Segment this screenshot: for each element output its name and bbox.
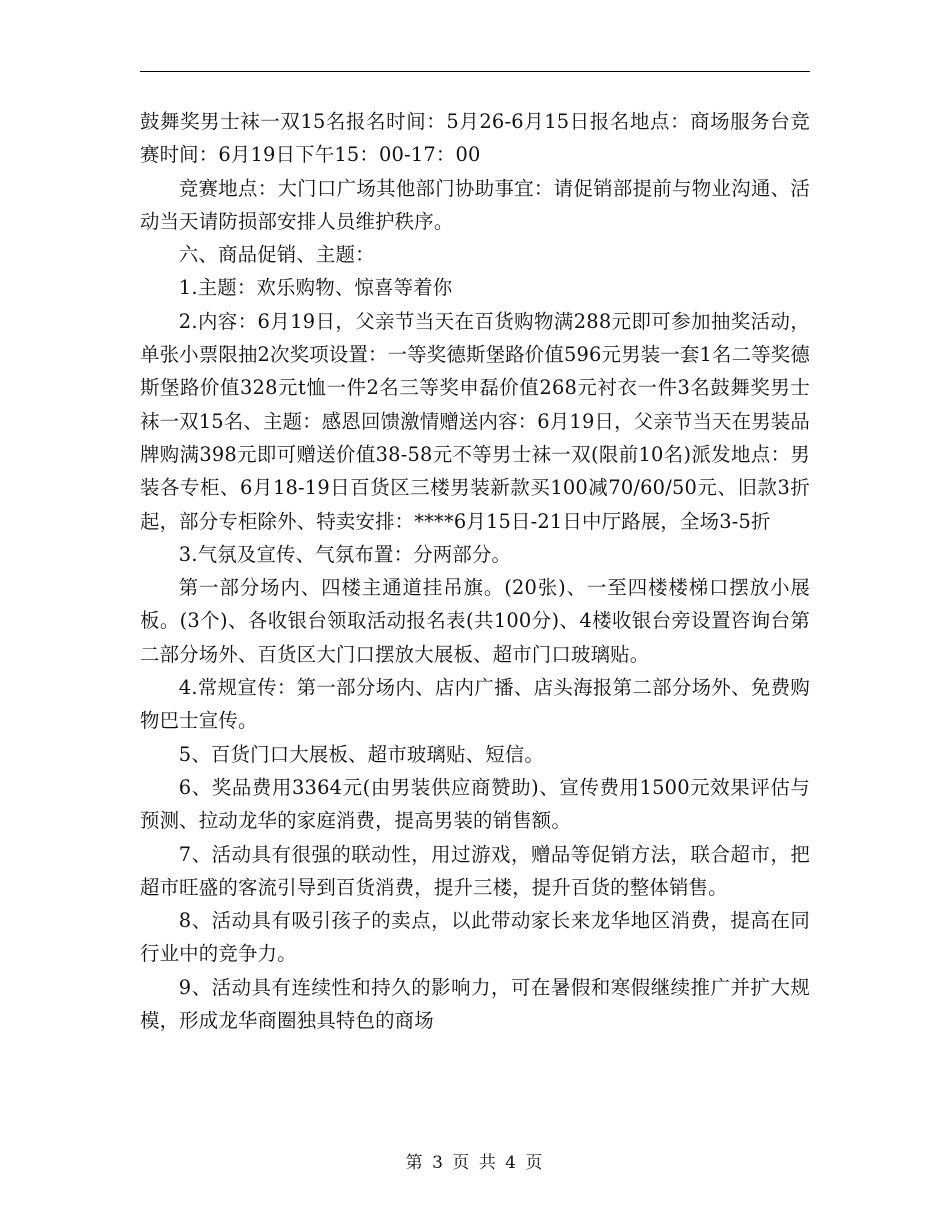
paragraph-item-5: 5、百货门口大展板、超市玻璃贴、短信。 bbox=[178, 742, 544, 766]
paragraph-content: 2.内容：6月19日，父亲节当天在百货购物满288元即可参加抽奖活动，单张小票限抽2次奖项设置：一等奖德斯堡路价值596元男装一套1名二等奖德斯堡路价值328元t恤一件2名三等奖申磊价值268元衬衣一件3名鼓舞奖男士袜一双15名、主题：感恩回馈激情赠送内容：6月19日，父亲节当天在男装品牌购满398元即可赠送价值38-58元不等男士袜一双(限前10名)派发地点：男装各专柜、6月18-19日百货区三楼男装新款买100减70/60/50元、旧款3折起，部分专柜除外、特卖安排：****6月15日-21日中厅路展，全场3-5折 bbox=[140, 309, 810, 533]
paragraph-item-7: 7、活动具有很强的联动性，用过游戏，赠品等促销方法，联合超市，把超市旺盛的客流引导到百货消费，提升三楼，提升百货的整体销售。 bbox=[140, 842, 810, 899]
paragraph-item-9: 9、活动具有连续性和持久的影响力，可在暑假和寒假继续推广并扩大规模，形成龙华商圈独具特色的商场 bbox=[140, 975, 810, 1033]
paragraph-2: 竞赛地点：大门口广场其他部门协助事宜：请促销部提前与物业沟通、活动当天请防损部安排人员维护秩序。 bbox=[140, 176, 810, 233]
paragraph-theme: 1.主题：欢乐购物、惊喜等着你 bbox=[178, 276, 453, 300]
section-heading: 六、商品促销、主题： bbox=[178, 243, 375, 267]
paragraph-1: 鼓舞奖男士袜一双15名报名时间：5月26-6月15日报名地点：商场服务台竞赛时间：6月19日下午15：00-17：00 bbox=[140, 110, 810, 167]
paragraph-atmosphere: 3.气氛及宣传、气氛布置：分两部分。 bbox=[178, 542, 512, 566]
paragraph-layout: 第一部分场内、四楼主通道挂吊旗。(20张)、一至四楼楼梯口摆放小展板。(3个)、各收银台领取活动报名表(共100分)、4楼收银台旁设置咨询台第二部分场外、百货区大门口摆放大展板、超市门口玻璃贴。 bbox=[140, 576, 810, 666]
paragraph-item-6: 6、奖品费用3364元(由男装供应商赞助)、宣传费用1500元效果评估与预测、拉动龙华的家庭消费，提高男装的销售额。 bbox=[140, 775, 810, 833]
document-body bbox=[140, 105, 810, 1037]
page-number: 第 3 页 共 4 页 bbox=[405, 1153, 545, 1173]
paragraph-promotion: 4.常规宣传：第一部分场内、店内广播、店头海报第二部分场外、免费购物巴士宣传。 bbox=[140, 676, 810, 733]
header-rule bbox=[140, 71, 810, 72]
paragraph-item-8: 8、活动具有吸引孩子的卖点，以此带动家长来龙华地区消费，提高在同行业中的竞争力。 bbox=[140, 909, 810, 966]
